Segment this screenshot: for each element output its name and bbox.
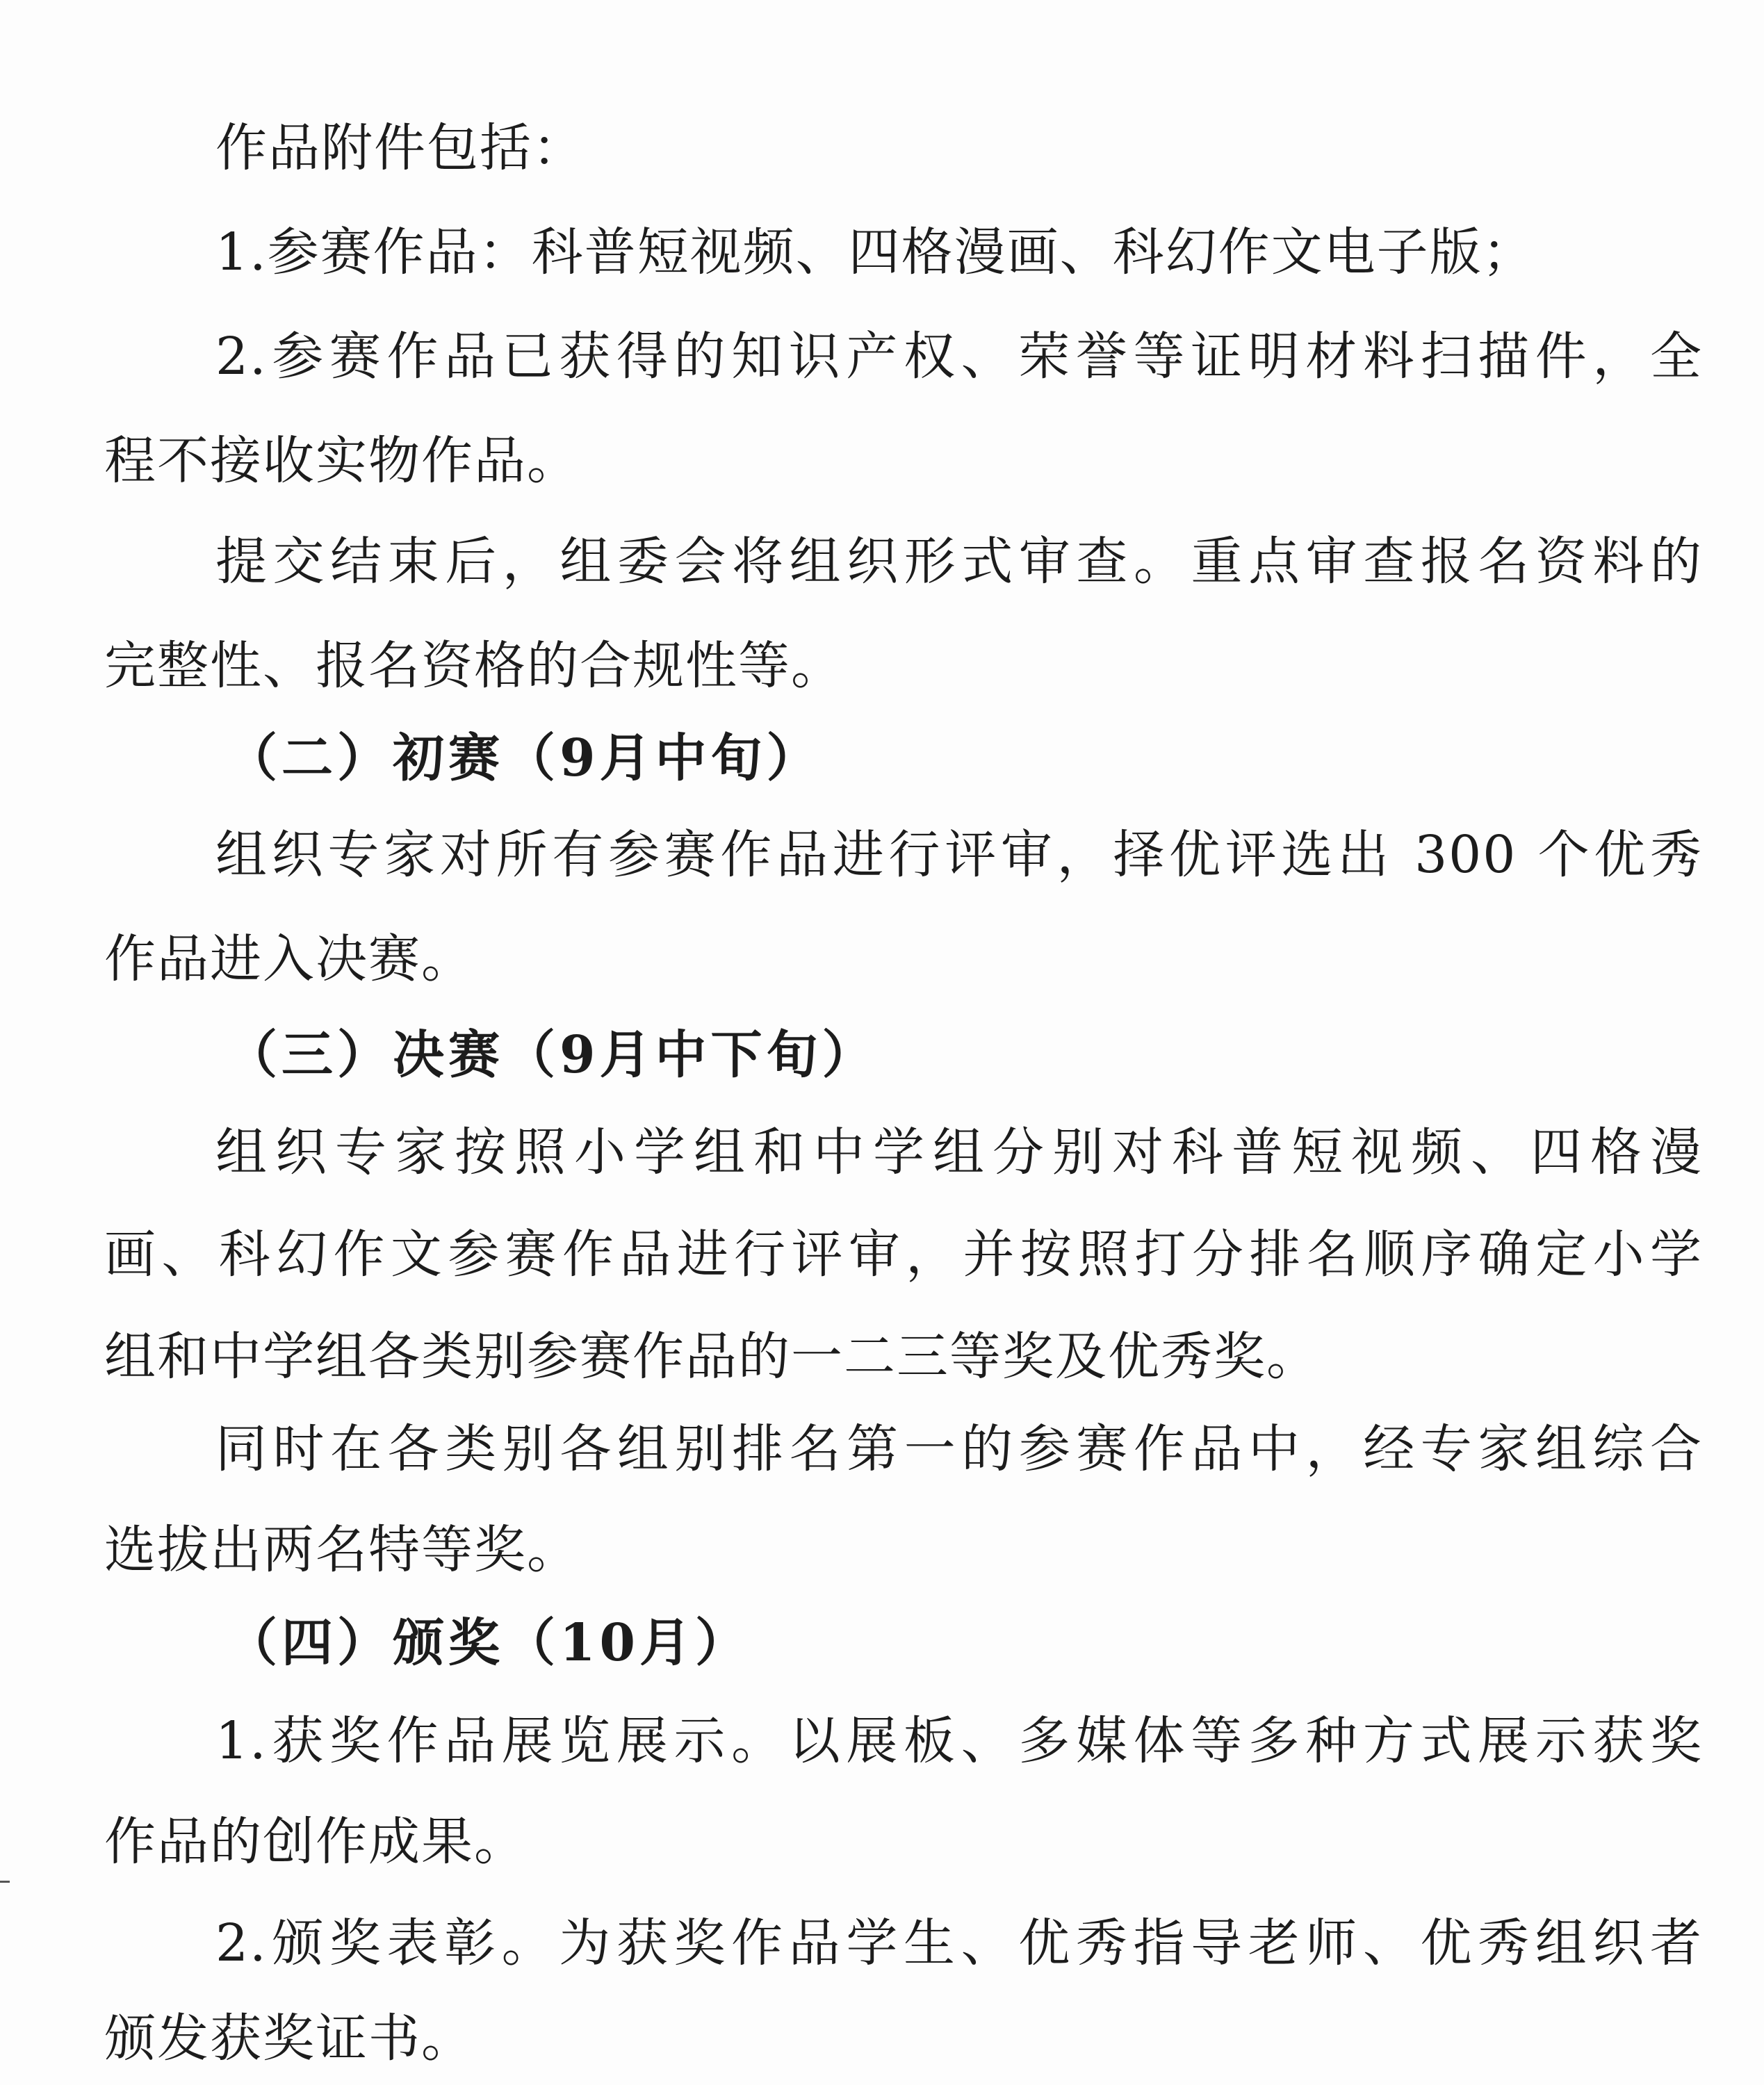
attachment-item-2-line-2: 程不接收实物作品。 [104, 431, 580, 491]
final-paragraph-line-3: 组和中学组各类别参赛作品的一二三等奖及优秀奖。 [104, 1327, 1319, 1387]
awards-item-1-line-1: 1.获奖作品展览展示。以展板、多媒体等多种方式展示获奖 [215, 1711, 1703, 1771]
section-heading-final: （三）决赛（9月中下旬） [226, 1025, 878, 1085]
final-paragraph-line-2: 画、科幻作文参赛作品进行评审，并按照打分排名顺序确定小学 [104, 1225, 1703, 1284]
review-paragraph-line-1: 提交结束后，组委会将组织形式审查。重点审查报名资料的 [215, 532, 1703, 591]
special-award-line-2: 选拔出两名特等奖。 [104, 1520, 580, 1580]
attachment-item-1: 1.参赛作品：科普短视频、四格漫画、科幻作文电子版； [215, 222, 1535, 282]
section-heading-awards: （四）颁奖（10月） [226, 1613, 751, 1673]
awards-item-2-line-1: 2.颁奖表彰。为获奖作品学生、优秀指导老师、优秀组织者 [215, 1913, 1703, 1973]
attachments-intro: 作品附件包括： [215, 118, 585, 178]
special-award-line-1: 同时在各类别各组别排名第一的参赛作品中，经专家组综合 [215, 1419, 1703, 1479]
attachment-item-2-line-1: 2.参赛作品已获得的知识产权、荣誉等证明材料扫描件，全 [215, 327, 1703, 386]
awards-item-1-line-2: 作品的创作成果。 [104, 1812, 527, 1872]
scan-mark [0, 1881, 10, 1883]
section-heading-preliminary: （二）初赛（9月中旬） [226, 728, 822, 788]
preliminary-paragraph-line-1: 组织专家对所有参赛作品进行评审，择优评选出 300 个优秀 [215, 825, 1703, 885]
review-paragraph-line-2: 完整性、报名资格的合规性等。 [104, 636, 844, 696]
awards-item-2-line-2: 颁发获奖证书。 [104, 2009, 474, 2068]
preliminary-paragraph-line-2: 作品进入决赛。 [104, 929, 474, 989]
final-paragraph-line-1: 组织专家按照小学组和中学组分别对科普短视频、四格漫 [215, 1122, 1703, 1182]
